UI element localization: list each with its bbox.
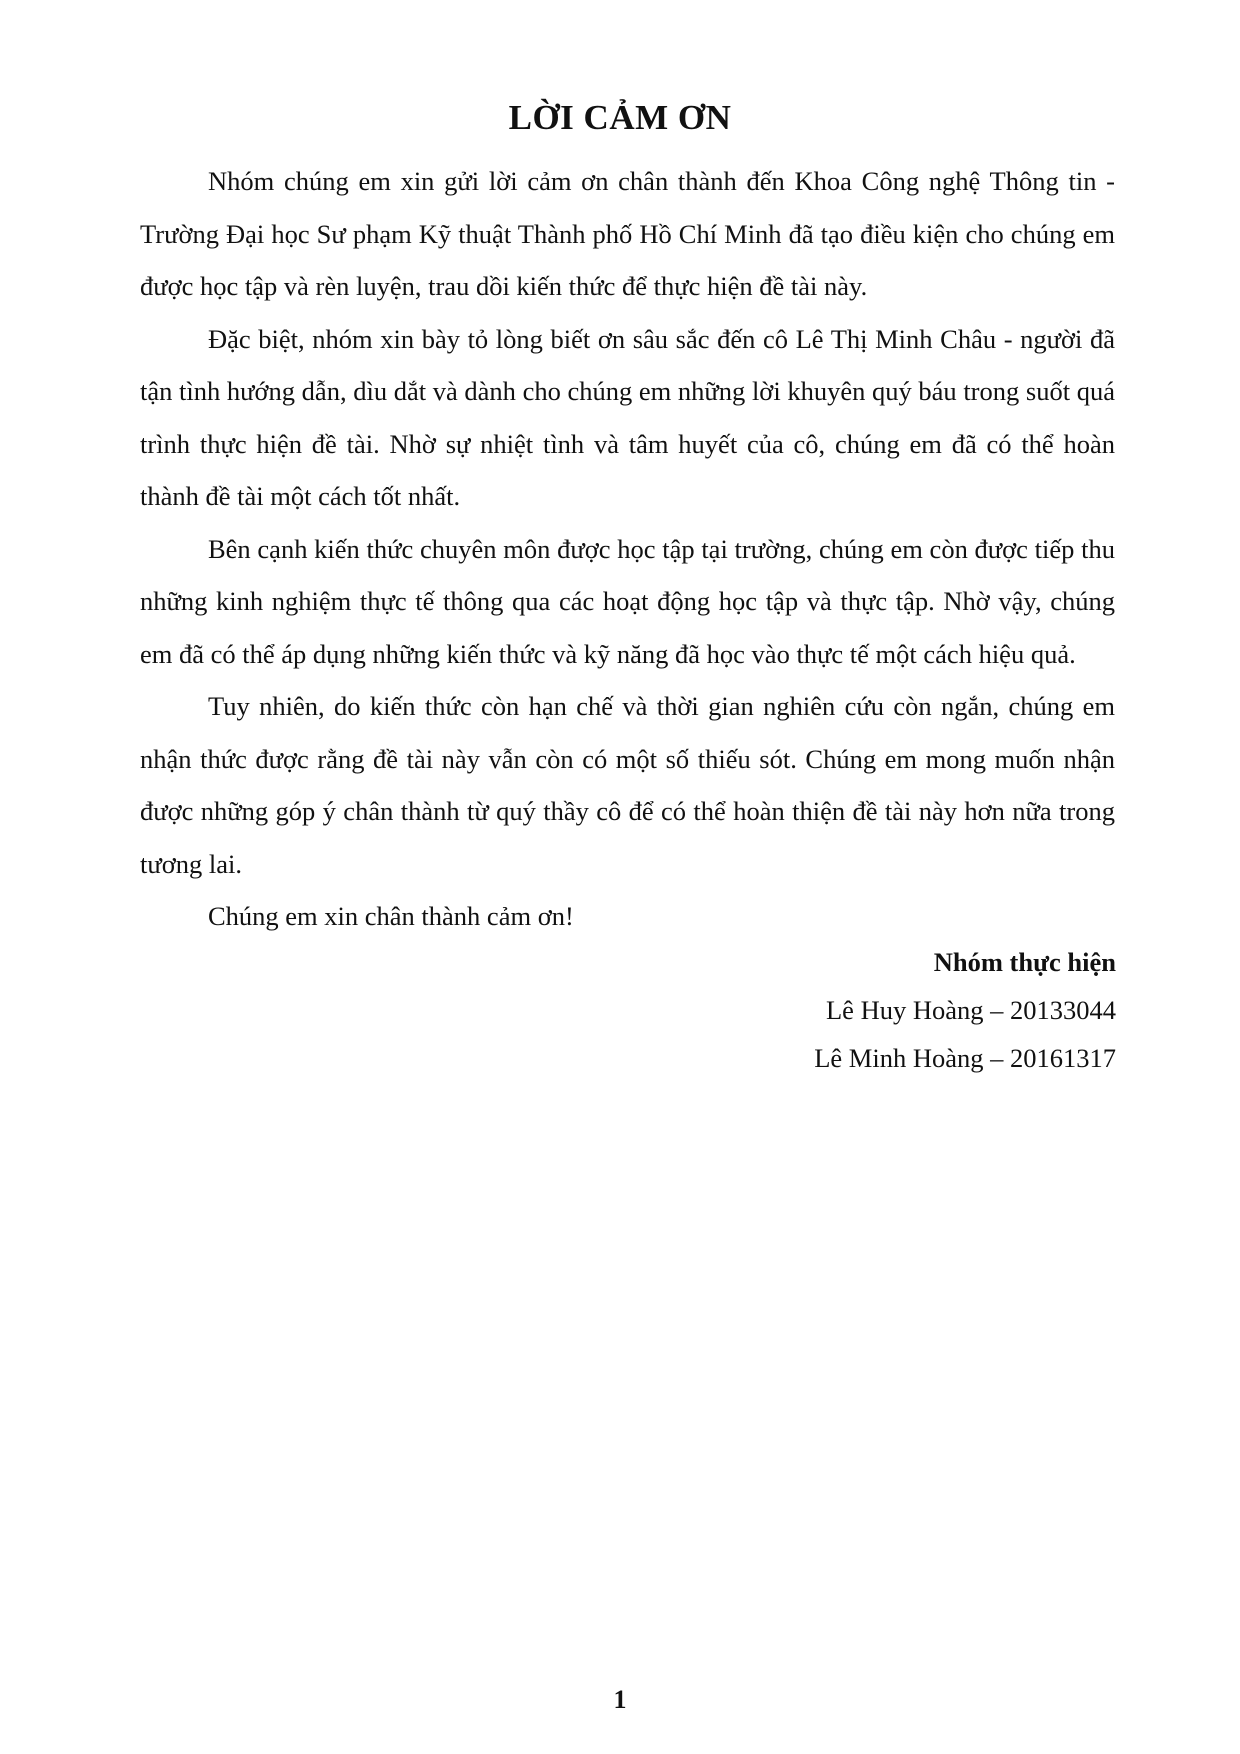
- signature-group-label: Nhóm thực hiện: [933, 947, 1116, 977]
- document-body: [140, 155, 1115, 943]
- signature-member: Lê Huy Hoàng – 20133044: [826, 995, 1116, 1025]
- signature-member: Lê Minh Hoàng – 20161317: [814, 1043, 1116, 1073]
- page-number: 1: [613, 1685, 627, 1714]
- paragraph-closing: Chúng em xin chân thành cảm ơn!: [208, 901, 574, 931]
- paragraph-limitations: Tuy nhiên, do kiến thức còn hạn chế và thời gian nghiên cứu còn ngắn, chúng em nhận thức được rằng đề tài này vẫn còn có một số thiếu sót. Chúng em mong muốn nhận được những góp ý chân thành từ quý thầy cô để có thể hoàn thiện đề tài này hơn nữa trong tương lai.: [140, 691, 1115, 879]
- paragraph-thanks-advisor: Đặc biệt, nhóm xin bày tỏ lòng biết ơn sâu sắc đến cô Lê Thị Minh Châu - người đã tận tình hướng dẫn, dìu dắt và dành cho chúng em những lời khuyên quý báu trong suốt quá trình thực hiện đề tài. Nhờ sự nhiệt tình và tâm huyết của cô, chúng em đã có thể hoàn thành đề tài một cách tốt nhất.: [140, 323, 1115, 511]
- paragraph-experience: Bên cạnh kiến thức chuyên môn được học tập tại trường, chúng em còn được tiếp thu những kinh nghiệm thực tế thông qua các hoạt động học tập và thực tập. Nhờ vậy, chúng em đã có thể áp dụng những kiến thức và kỹ năng đã học vào thực tế một cách hiệu quả.: [140, 533, 1115, 669]
- page-title: LỜI CẢM ƠN: [508, 98, 732, 137]
- signature-block: [640, 938, 1116, 1082]
- paragraph-thanks-faculty: Nhóm chúng em xin gửi lời cảm ơn chân thành đến Khoa Công nghệ Thông tin - Trường Đại học Sư phạm Kỹ thuật Thành phố Hồ Chí Minh đã tạo điều kiện cho chúng em được học tập và rèn luyện, trau dồi kiến thức để thực hiện đề tài này.: [140, 166, 1115, 301]
